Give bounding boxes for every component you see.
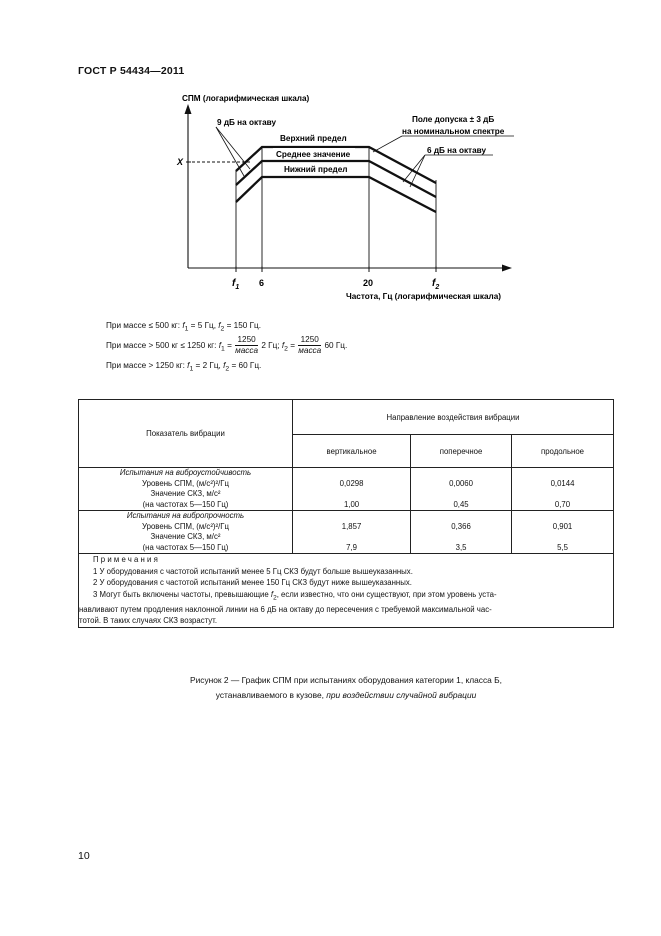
caption-line-2: устанавливаемого в кузове, при воздействии случайной вибрации [215, 690, 477, 700]
document-header: ГОСТ Р 54434—2011 [78, 65, 185, 77]
mean-label: Среднее значение [276, 150, 351, 159]
fraction-f1: $\frac{1250}{\text{масса}}$ [235, 335, 259, 356]
note-3: 3 Могут быть включены частоты, превышающие $f_2$, если известно, что они существуют, при этом уровень уста- [93, 589, 497, 602]
tolerance-label-line1: Поле допуска ± 3 дБ [412, 115, 495, 124]
column-header-vertical: вертикальное [293, 435, 411, 468]
direction-header: Направление воздействия вибрации [293, 400, 614, 435]
tick-label-f2: $f_2$ [432, 278, 440, 291]
column-header-longitudinal: продольное [512, 435, 614, 468]
table-cell: 0,901 5,5 [512, 511, 614, 554]
table-cell: 0,366 3,5 [411, 511, 512, 554]
upper-limit-label: Верхний предел [280, 134, 347, 143]
frequency-formulas [106, 321, 348, 373]
slope-left-leader-2 [216, 127, 250, 169]
lower-limit-line [236, 177, 436, 212]
block-label-stability: Испытания на виброустойчивость Уровень СПМ, (м/с²)²/Гц Значение СКЗ, м/с² (на частотах 5—150 Гц) [79, 468, 293, 511]
note-1: 1 У оборудования с частотой испытаний менее 5 Гц СКЗ будут больше вышеуказанных. [93, 566, 413, 576]
formula-line-1: При массе ≤ 500 кг: $f_1 = 5$ Гц, $f_2 = 150$ Гц. [106, 321, 262, 333]
slope-right-label: 6 дБ на октаву [427, 146, 487, 155]
slope-left-label: 9 дБ на октаву [217, 118, 277, 127]
table-cell: 1,857 7,9 [293, 511, 411, 554]
note-3-cont: навливают путем продления наклонной линии на 6 дБ на октаву до пересечения с требуемой максимальной час- [79, 604, 492, 614]
x-axis-arrow [502, 265, 512, 272]
figure-caption [78, 673, 614, 703]
table-notes-row [79, 554, 614, 628]
formula-line-2: При массе > 500 кг ≤ 1250 кг: $f_1$ = $\frac{1250}{\text{масса}}$ 2 Гц; $f_2$ = $\frac{1250}{\text{масса}}$ 60 Гц. [106, 335, 348, 356]
column-header-transverse: поперечное [411, 435, 512, 468]
notes-title: Примечания [93, 555, 161, 564]
table-cell: 0,0060 0,45 [411, 468, 512, 511]
note-2: 2 У оборудования с частотой испытаний менее 150 Гц СКЗ будут ниже вышеуказанных. [93, 578, 412, 587]
x-level-label: X [177, 157, 184, 167]
table-header-row [79, 400, 614, 435]
tick-label-f1: $f_1$ [232, 278, 240, 291]
formula-line-3: При массе > 1250 кг: $f_1 = 2$ Гц, $f_2 = 60$ Гц. [106, 361, 262, 373]
indicator-header: Показатель вибрации [79, 400, 293, 468]
fraction-f2: $\frac{1250}{\text{масса}}$ [298, 335, 322, 356]
tick-label-6: 6 [259, 278, 265, 288]
page-number: 10 [78, 850, 90, 862]
vibration-table [78, 399, 614, 628]
tick-label-20: 20 [363, 278, 374, 288]
spm-chart [0, 0, 661, 320]
table-row [79, 511, 614, 554]
note-3-end: тотой. В таких случаях СКЗ возрастут. [79, 616, 218, 626]
tolerance-label-line2: на номинальном спектре [402, 127, 505, 136]
block-label-strength: Испытания на вибропрочность Уровень СПМ, (м/с²)²/Гц Значение СКЗ, м/с² (на частотах 5—150 Гц) [79, 511, 293, 554]
y-axis-label: СПМ (логарифмическая шкала) [182, 94, 310, 103]
table-row [79, 468, 614, 511]
lower-limit-label: Нижний предел [284, 165, 348, 174]
slope-left-leader-1 [216, 127, 244, 176]
table-notes [79, 554, 614, 628]
x-axis-label: Частота, Гц (логарифмическая шкала) [346, 292, 501, 301]
tolerance-leader [373, 136, 402, 152]
table-cell: 0,0298 1,00 [293, 468, 411, 511]
table-cell: 0,0144 0,70 [512, 468, 614, 511]
caption-line-1: Рисунок 2 — График СПМ при испытаниях оборудования категории 1, класса Б, [190, 675, 502, 685]
y-axis-arrow [185, 104, 192, 114]
